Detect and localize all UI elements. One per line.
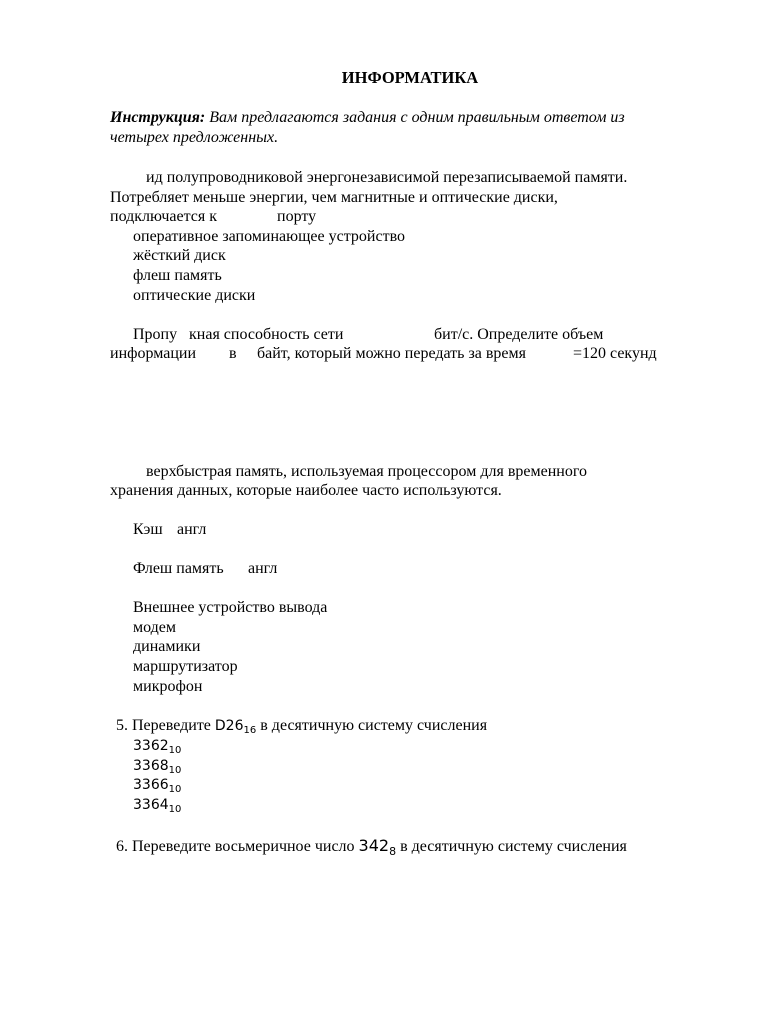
instruction-line-1: [110, 108, 625, 128]
q5-option-2: $3368_{10}$: [133, 758, 182, 776]
q1-option-1: оперативное запоминающее устройство: [133, 228, 406, 245]
q3-line-2: хранения данных, которые наиболее часто используются.: [110, 482, 502, 499]
q1-line-1: ид полупроводниковой энергонезависимой перезаписываемой памяти.: [146, 169, 628, 186]
page-title: ИНФОРМАТИКА: [341, 68, 479, 87]
q5-option-4: $3364_{10}$: [133, 797, 182, 815]
q1-option-2: жёсткий диск: [133, 247, 226, 264]
q4-title: Внешнее устройство вывода: [133, 599, 328, 616]
q3-answer-1a: Кэш: [133, 521, 163, 538]
q1-option-4: оптические диски: [133, 287, 256, 304]
q3-line-1: верхбыстрая память, используемая процессором для временного: [146, 463, 587, 480]
instruction-line-2: четырех предложенных.: [110, 129, 279, 146]
q1-line-3b: порту: [277, 208, 317, 225]
q6-question: [116, 836, 627, 862]
instruction-label: Инструкция:: [110, 109, 206, 126]
q4-option-1: модем: [133, 619, 177, 636]
q5-prefix: 5. Переведите: [116, 717, 211, 734]
q6-suffix: в десятичную систему счисления: [400, 838, 627, 855]
q2-line-2d: =120 секунд: [573, 345, 657, 362]
q5-option-3: $3366_{10}$: [133, 777, 182, 795]
q3-answer-2b: англ: [248, 560, 278, 577]
instruction-text: Вам предлагаются задания с одним правильным ответом из: [205, 109, 625, 126]
q6-number: $342_8$: [358, 836, 397, 858]
q2-line-2c: байт, который можно передать за время: [257, 345, 527, 362]
q2-line-2a: информации: [110, 345, 197, 362]
q2-line-2b: в: [229, 345, 237, 362]
q5-number: $D26_{16}$: [214, 718, 257, 736]
q1-option-3: флеш память: [133, 267, 222, 284]
q2-line-1a: Пропу: [133, 326, 178, 343]
q5-option-1: $3362_{10}$: [133, 738, 182, 756]
q1-line-3a: подключается к: [110, 208, 218, 225]
q3-answer-1b: англ: [177, 521, 207, 538]
q2-line-1c: бит/с. Определите объем: [434, 326, 604, 343]
q6-prefix: 6. Переведите восьмеричное число: [116, 838, 355, 855]
q4-option-2: динамики: [133, 638, 201, 655]
q2-line-1b: кная способность сети: [189, 326, 344, 343]
q1-line-2: Потребляет меньше энергии, чем магнитные и оптические диски,: [110, 189, 558, 206]
q4-option-3: маршрутизатор: [133, 658, 238, 675]
q5-suffix: в десятичную систему счисления: [260, 717, 488, 734]
q3-answer-2a: Флеш память: [133, 560, 224, 577]
q4-option-4: микрофон: [133, 678, 203, 695]
